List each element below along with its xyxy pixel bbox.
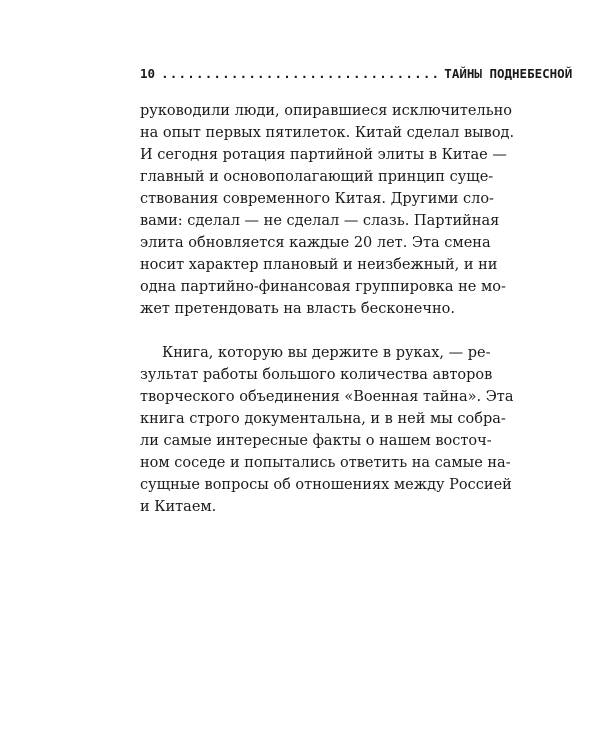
text-line: ном соседе и попытались ответить на самые на- — [140, 455, 511, 471]
text-line: И сегодня ротация партийной элиты в Китае — — [140, 147, 507, 163]
text-line: элита обновляется каждые 20 лет. Эта смена — [140, 235, 491, 251]
text-line: сущные вопросы об отношениях между Россией — [140, 477, 512, 493]
text-line: творческого объединения «Военная тайна». Эта — [140, 389, 514, 405]
text-line: книга строго документальна, и в ней мы собра- — [140, 411, 506, 427]
text-line: руководили люди, опиравшиеся исключительно — [140, 103, 513, 119]
running-head — [140, 66, 573, 81]
body-text — [140, 100, 515, 518]
text-line: главный и основополагающий принцип суще- — [140, 169, 494, 185]
dot-leader: ................................ — [161, 66, 441, 81]
text-line: зультат работы большого количества авторов — [140, 367, 493, 383]
text-line: на опыт первых пятилеток. Китай сделал вывод. — [140, 125, 515, 141]
paragraph-1 — [140, 100, 515, 320]
paragraph-2 — [140, 342, 514, 518]
paragraph-gap — [140, 320, 484, 342]
text-line: жет претендовать на власть бесконечно. — [140, 301, 455, 317]
text-line: ли самые интересные факты о нашем восточ- — [140, 433, 492, 449]
text-line: и Китаем. — [140, 499, 217, 515]
text-line: вами: сделал — не сделал — слазь. Партийная — [140, 213, 500, 229]
text-line: ствования современного Китая. Другими сло- — [140, 191, 494, 207]
page-number: 10 — [140, 66, 156, 81]
text-line: Книга, которую вы держите в руках, — ре- — [162, 345, 491, 361]
book-title: ТАЙНЫ ПОДНЕБЕСНОЙ — [444, 66, 573, 81]
text-line: одна партийно-финансовая группировка не мо- — [140, 279, 506, 295]
text-line: носит характер плановый и неизбежный, и ни — [140, 257, 498, 273]
